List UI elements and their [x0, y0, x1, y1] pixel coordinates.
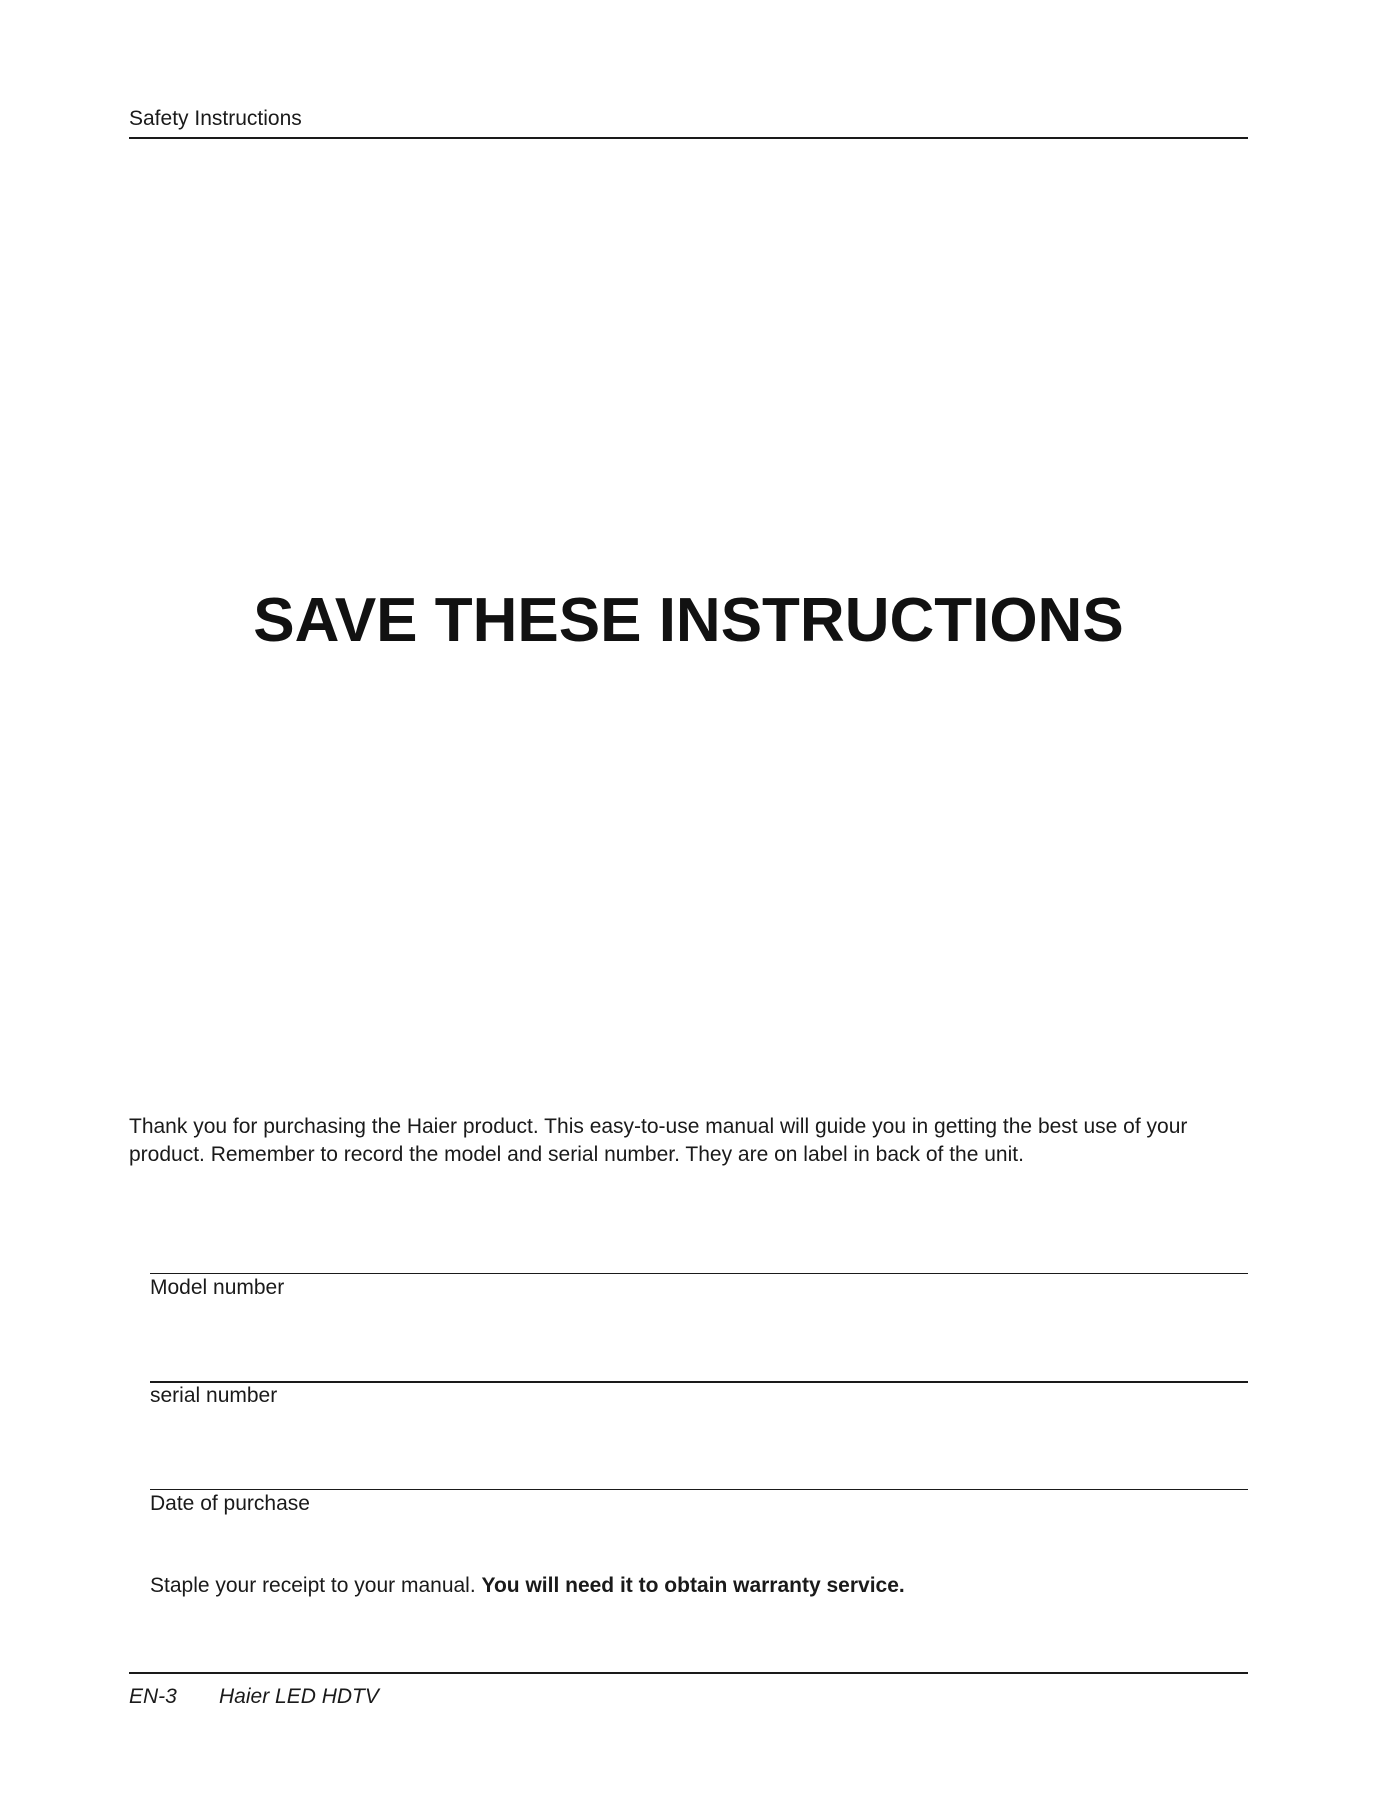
intro-paragraph [129, 1113, 1248, 1169]
footer-divider [129, 1672, 1248, 1674]
page-footer [129, 1684, 379, 1710]
serial-number-line [150, 1381, 1248, 1383]
model-number-line [150, 1273, 1248, 1274]
receipt-note-emphasis: You will need it to obtain warranty service. [481, 1574, 905, 1597]
intro-line-2: product. Remember to record the model and serial number. They are on label in back of the unit. [129, 1143, 1024, 1166]
product-name: Haier LED HDTV [219, 1685, 379, 1708]
page-title: SAVE THESE INSTRUCTIONS [253, 586, 1124, 655]
model-number-label: Model number [150, 1276, 285, 1299]
date-of-purchase-line [150, 1489, 1248, 1490]
intro-line-1: Thank you for purchasing the Haier product. This easy-to-use manual will guide you in getting the best use of your [129, 1115, 1188, 1138]
serial-number-label: serial number [150, 1384, 278, 1407]
page-number: EN-3 [129, 1685, 177, 1708]
section-header: Safety Instructions [129, 107, 302, 130]
date-of-purchase-label: Date of purchase [150, 1492, 310, 1515]
receipt-note-text: Staple your receipt to your manual. [150, 1574, 482, 1597]
receipt-note [150, 1573, 905, 1599]
header-divider [129, 137, 1248, 139]
